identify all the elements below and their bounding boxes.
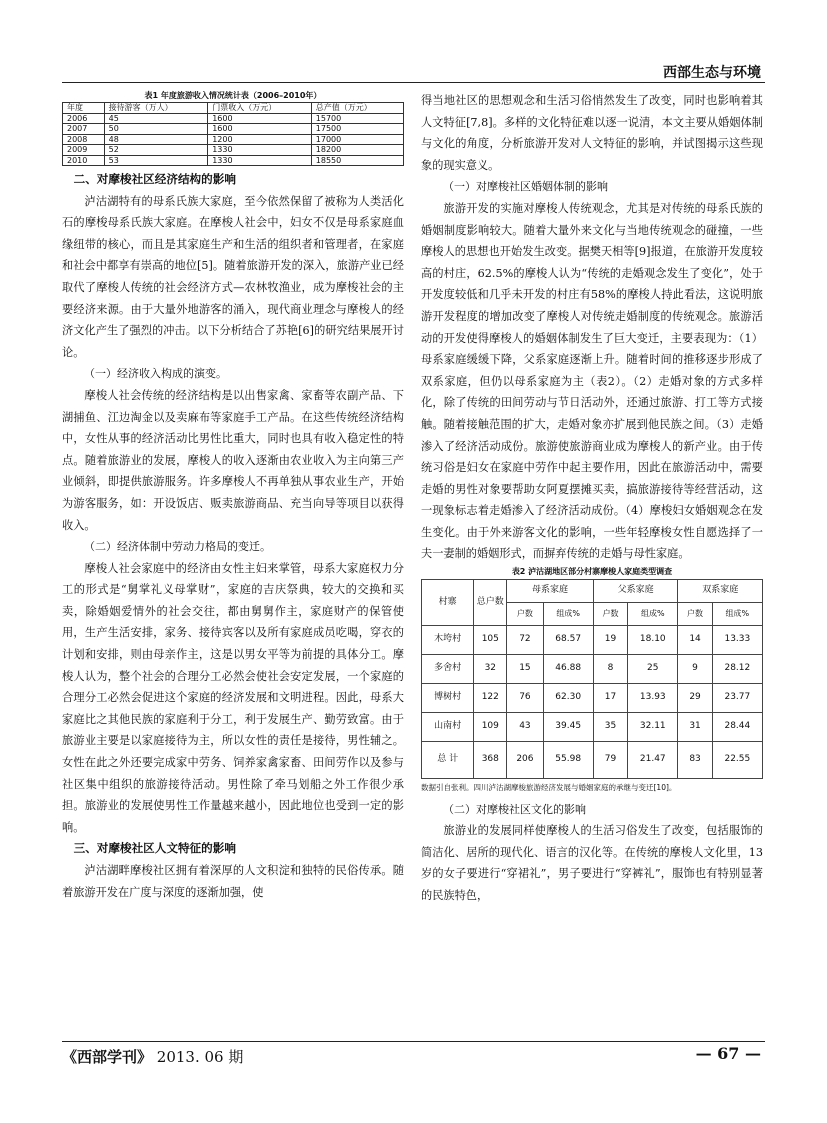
- table-cell: 14: [678, 625, 712, 654]
- table-cell: 28.12: [712, 654, 762, 683]
- section-heading-3: 三、对摩梭社区人文特征的影响: [73, 841, 236, 856]
- footer-journal-name: 《西部学刊》: [62, 1048, 153, 1066]
- table-cell: 52: [104, 145, 208, 156]
- table-cell: 1600: [208, 124, 312, 135]
- table-cell: 25: [628, 654, 678, 683]
- table-cell: 2008: [63, 134, 105, 145]
- table2-sub-count: 户数: [507, 603, 543, 626]
- subsection-heading: （二）经济体制中劳动力格局的变迁。: [84, 540, 271, 554]
- header-rule: [62, 82, 765, 83]
- table-cell: 79: [593, 741, 627, 778]
- right-column: [421, 90, 763, 907]
- paragraph: 摩梭人社会家庭中的经济由女性主妇来掌管，母系大家庭权力分工的形式是“舅掌礼义母掌财”，家庭的吉庆祭典，较大的交换和买卖，除婚姻爱情外的社会交往，都由舅舅作主，家庭财产的保管使用，生产生活安排，家务、接待宾客以及所有家庭成员吃喝，穿衣的计划和安排，则由母亲作主，这是以男女平等为前提的具体分工。摩梭人认为，整个社会的合理分工必然会使社会安定发展，一个家庭的合理分工必然会促进这个家庭的经济发展和文明进程。因此，母系大家庭比之其他民族的家庭利于分工，利于发展生产、勤劳致富。由于旅游业主要是以家庭接待为主，所以女性的责任是接待，男性辅之。女性在此之外还要完成家中劳务、饲养家禽家畜、田间劳作以及参与社区集中组织的旅游接待活动。男性除了牵马划船之外工作很少承担。旅游业的发展使男性工作量越来越小，因此地位也受到一定的影响。: [62, 561, 404, 834]
- table-row: [63, 155, 404, 166]
- table-cell: 13.33: [712, 625, 762, 654]
- paragraph: 得当地社区的思想观念和生活习俗悄然发生了改变，同时也影响着其人文特征[7,8]。多样的文化特征难以逐一说清，本文主要从婚姻体制与文化的角度，分析旅游开发对人文特征的影响，并试图揭示这些现象的现实意义。: [421, 94, 763, 172]
- table1-header-row: [63, 103, 404, 114]
- table2-group-matrilineal: 母系家庭: [507, 580, 594, 603]
- table-cell: 2006: [63, 113, 105, 124]
- table2-sub-ratio: 组成%: [712, 603, 762, 626]
- table-cell: 109: [474, 712, 507, 741]
- paragraph: 泸沽湖特有的母系氏族大家庭，至今依然保留了被称为人类活化石的摩梭母系氏族大家庭。在摩梭人社会中，妇女不仅是母系家庭血缘纽带的核心，而且是其家庭生产和生活的组织者和管理者，在家庭和社会中都享有崇高的地位[5]。随着旅游开发的深入，旅游产业已经取代了摩梭人传统的社会经济方式—农林牧渔业，成为摩梭社会的主要经济来源。由于大量外地游客的涌入，现代商业理念与摩梭人的经济文化产生了强烈的冲击。以下分析结合了苏艳[6]的研究结果展开讨论。: [62, 194, 404, 359]
- table-cell: 1200: [208, 134, 312, 145]
- table-cell: 18550: [311, 155, 403, 166]
- table2-sub-count: 户数: [678, 603, 712, 626]
- table-cell: 122: [474, 683, 507, 712]
- table-cell: 总 计: [422, 741, 474, 778]
- paragraph: 摩梭人社会传统的经济结构是以出售家禽、家畜等农副产品、下湖捕鱼、江边淘金以及卖麻布等家庭手工产品。在这些传统经济结构中，女性从事的经济活动比男性比重大，同时也具有收入稳定性的特点。随着旅游业的发展，摩梭人的收入逐渐由农业收入为主向第三产业倾斜，即提供旅游服务。许多摩梭人不再单独从事农业生产，开始为游客服务，如：开设饭店、贩卖旅游商品、充当向导等项目以获得收入。: [62, 388, 404, 532]
- table-cell: 32.11: [628, 712, 678, 741]
- table-cell: 1330: [208, 155, 312, 166]
- subsection-heading: （二）对摩梭社区文化的影响: [443, 802, 586, 816]
- table-row: [63, 113, 404, 124]
- table-cell: 206: [507, 741, 543, 778]
- footer-rule: [62, 1041, 765, 1042]
- table2-group-bilineal: 双系家庭: [678, 580, 763, 603]
- table-cell: 17: [593, 683, 627, 712]
- table-cell: 木垮村: [422, 625, 474, 654]
- subsection-heading: （一）经济收入构成的演变。: [84, 367, 227, 381]
- table-cell: 22.55: [712, 741, 762, 778]
- table-cell: 2009: [63, 145, 105, 156]
- table-cell: 21.47: [628, 741, 678, 778]
- table-cell: 18.10: [628, 625, 678, 654]
- table-cell: 32: [474, 654, 507, 683]
- paragraph: 旅游开发的实施对摩梭人传统观念，尤其是对传统的母系氏族的婚姻制度影响较大。随着大量外来文化与当地传统观念的碰撞，一些摩梭人的思想也开始发生改变。据樊天相等[9]报道，在旅游开发度较高的村庄，62.5%的摩梭人认为“传统的走婚观念发生了变化”，处于开发度较低和几乎未开发的村庄有58%的摩梭人持此看法，这说明旅游开发程度的增加改变了摩梭人对传统走婚制度的传统观念。旅游活动的开发使得摩梭人的婚姻体制发生了巨大变迁，主要表现为：（1）母系家庭缓缓下降，父系家庭逐渐上升。随着时间的推移逐步形成了双系家庭，但仍以母系家庭为主（表2）。（2）走婚对象的方式多样化，除了传统的田间劳动与节日活动外，还通过旅游、打工等方式接触。随着接触范围的扩大，走婚对象亦扩展到他民族之间。（3）走婚渗入了经济活动成份。旅游使旅游商业成为摩梭人的新产业。由于传统习俗是妇女在家庭中劳作中起主要作用，因此在旅游活动中，需要走婚的男性对象要帮助女阿夏摆摊买卖，搞旅游接待等经营活动，这一现象标志着走婚渗入了经济活动成份。（4）摩梭妇女婚姻观念在发生变化。由于外来游客文化的影响，一些年轻摩梭女性自愿选择了一夫一妻制的婚姻形式，而摒弃传统的走婚与母性家庭。: [421, 201, 763, 561]
- table1: [62, 102, 404, 166]
- table2: [421, 579, 763, 779]
- subsection-heading: （一）对摩梭社区婚姻体制的影响: [443, 180, 608, 194]
- table-cell: 53: [104, 155, 208, 166]
- table1-col-visitors: 接待游客（万人）: [104, 103, 208, 114]
- table-cell: 68.57: [543, 625, 593, 654]
- table-cell: 39.45: [543, 712, 593, 741]
- page-number: — 67 —: [695, 1044, 761, 1063]
- table1-col-output: 总产值（万元）: [311, 103, 403, 114]
- paragraph: 泸沽湖畔摩梭社区拥有着深厚的人文积淀和独特的民俗传承。随着旅游开发在广度与深度的逐渐加强，使: [62, 864, 404, 899]
- table-row: [63, 145, 404, 156]
- table-cell: 35: [593, 712, 627, 741]
- table-row: [422, 712, 763, 741]
- table-cell: 46.88: [543, 654, 593, 683]
- table-cell: 55.98: [543, 741, 593, 778]
- table-cell: 19: [593, 625, 627, 654]
- table-row: [422, 654, 763, 683]
- table-cell: 8: [593, 654, 627, 683]
- table-cell: 2007: [63, 124, 105, 135]
- table-cell: 博树村: [422, 683, 474, 712]
- section-heading-2: 二、对摩梭社区经济结构的影响: [73, 172, 236, 186]
- table-row: [63, 134, 404, 145]
- table-cell: 15700: [311, 113, 403, 124]
- table-cell: 83: [678, 741, 712, 778]
- table2-header-row: [422, 580, 763, 603]
- table-cell: 368: [474, 741, 507, 778]
- table-cell: 9: [678, 654, 712, 683]
- table2-col-village: 村寨: [422, 580, 474, 626]
- table-cell: 72: [507, 625, 543, 654]
- table1-col-year: 年度: [63, 103, 105, 114]
- table-cell: 29: [678, 683, 712, 712]
- table2-sub-count: 户数: [593, 603, 627, 626]
- table-cell: 105: [474, 625, 507, 654]
- table-cell: 1330: [208, 145, 312, 156]
- table-cell: 45: [104, 113, 208, 124]
- table2-group-patrilineal: 父系家庭: [593, 580, 678, 603]
- table-cell: 多舍村: [422, 654, 474, 683]
- table-cell: 18200: [311, 145, 403, 156]
- table2-sub-ratio: 组成%: [628, 603, 678, 626]
- footer-journal-info: [62, 1046, 243, 1067]
- table-cell: 2010: [63, 155, 105, 166]
- table-cell: 31: [678, 712, 712, 741]
- table1-caption: 表1 年度旅游收入情况统计表（2006–2010年）: [144, 91, 322, 100]
- table2-caption: 表2 泸沽湖地区部分村寨摩梭人家庭类型调查: [511, 567, 673, 577]
- table-cell: 28.44: [712, 712, 762, 741]
- table-cell: 山南村: [422, 712, 474, 741]
- footer-issue: 2013. 06 期: [156, 1048, 244, 1066]
- table-cell: 1600: [208, 113, 312, 124]
- table-cell: 48: [104, 134, 208, 145]
- table-cell: 15: [507, 654, 543, 683]
- table1-col-ticket: 门票收入（万元）: [208, 103, 312, 114]
- table-cell: 17000: [311, 134, 403, 145]
- table-cell: 43: [507, 712, 543, 741]
- running-header-title: 西部生态与环境: [663, 65, 761, 81]
- left-column: [62, 90, 404, 903]
- table-row: [422, 625, 763, 654]
- table2-total-row: [422, 741, 763, 778]
- table-row: [63, 124, 404, 135]
- table-cell: 17500: [311, 124, 403, 135]
- table-row: [422, 683, 763, 712]
- table2-col-total: 总户数: [474, 580, 507, 626]
- paragraph: 旅游业的发展同样使摩梭人的生活习俗发生了改变，包括服饰的简洁化、居所的现代化、语言的汉化等。在传统的摩梭人文化里，13岁的女子要进行“穿裙礼”，男子要进行“穿裤礼”，服饰也有特别显著的民族特色，: [421, 824, 763, 903]
- table-cell: 23.77: [712, 683, 762, 712]
- table-cell: 50: [104, 124, 208, 135]
- table-cell: 13.93: [628, 683, 678, 712]
- table-cell: 76: [507, 683, 543, 712]
- table2-source-note: 数据引自张利。四川泸沽湖摩梭旅游经济发展与婚姻家庭的承继与变迁[10]。: [421, 782, 677, 792]
- table2-sub-ratio: 组成%: [543, 603, 593, 626]
- table-cell: 62.30: [543, 683, 593, 712]
